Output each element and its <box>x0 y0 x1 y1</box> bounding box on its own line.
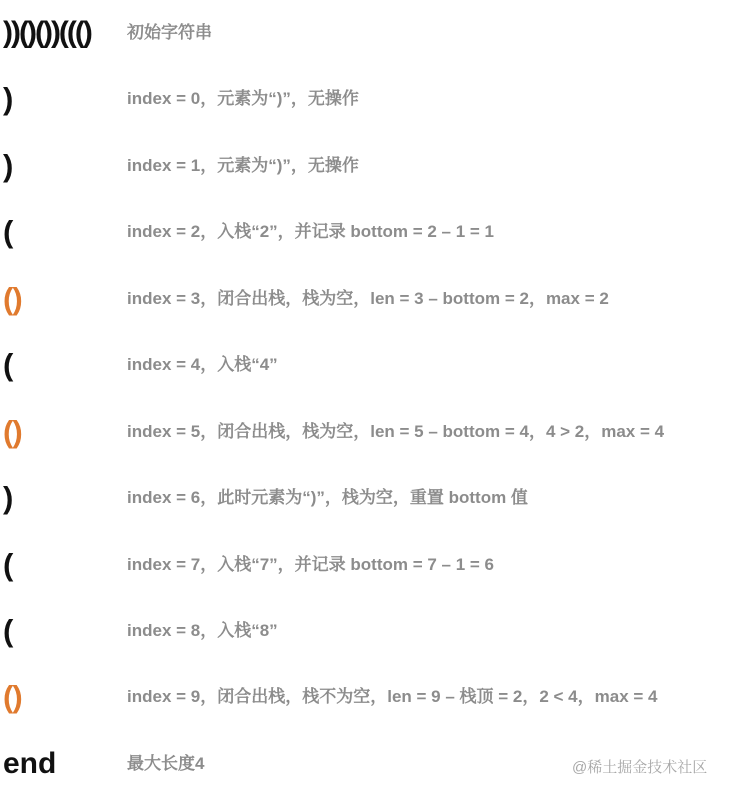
step-description: index = 6，此时元素为“)”，栈为空，重置 bottom 值 <box>127 488 528 507</box>
step-symbol-matched: () <box>3 679 22 714</box>
step-description: index = 5，闭合出栈，栈为空，len = 5 – bottom = 4，4 > 2，max = 4 <box>127 422 665 441</box>
step-symbol-matched: () <box>3 281 22 316</box>
step-symbol: ( <box>3 347 13 382</box>
step-row-index-8 <box>0 611 731 651</box>
step-description: index = 2，入栈“2”，并记录 bottom = 2 – 1 = 1 <box>127 222 495 241</box>
step-description: index = 8，入栈“8” <box>127 621 278 640</box>
step-description: index = 9，闭合出栈，栈不为空，len = 9 – 栈顶 = 2，2 < 4，max = 4 <box>127 687 658 706</box>
step-symbol: ( <box>3 547 13 582</box>
step-row-index-6 <box>0 478 731 518</box>
step-row-index-2 <box>0 212 731 252</box>
step-description: 初始字符串 <box>127 23 212 42</box>
step-symbol: ( <box>3 613 13 648</box>
step-symbol: ( <box>3 214 13 249</box>
step-row-index-3 <box>0 279 731 319</box>
step-symbol-end: end <box>3 747 57 780</box>
step-description: index = 4，入栈“4” <box>127 355 278 374</box>
watermark: @稀土掘金技术社区 <box>572 759 708 776</box>
step-row-initial <box>0 13 731 53</box>
step-symbol: ))()())((() <box>3 16 91 49</box>
step-row-index-1 <box>0 146 731 186</box>
step-description: index = 1，元素为“)”，无操作 <box>127 156 359 175</box>
step-symbol-matched: () <box>3 414 22 449</box>
step-description-result: 最大长度4 <box>127 754 205 773</box>
step-description: index = 3，闭合出栈，栈为空，len = 3 – bottom = 2，max = 2 <box>127 289 609 308</box>
step-description: index = 0，元素为“)”，无操作 <box>127 89 359 108</box>
step-symbol: ) <box>3 81 13 116</box>
step-row-index-9 <box>0 677 731 717</box>
step-description: index = 7，入栈“7”，并记录 bottom = 7 – 1 = 6 <box>127 555 495 574</box>
step-symbol: ) <box>3 148 13 183</box>
step-row-index-7 <box>0 545 731 585</box>
step-row-index-5 <box>0 412 731 452</box>
step-row-index-0 <box>0 79 731 119</box>
step-symbol: ) <box>3 480 13 515</box>
step-row-index-4 <box>0 345 731 385</box>
